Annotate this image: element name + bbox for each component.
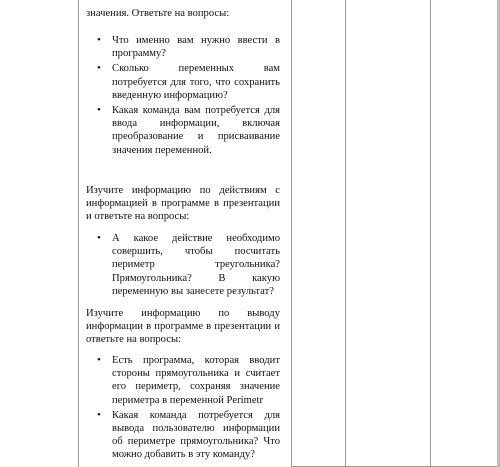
list-item: • Какая команда вам потребуется для ввода информации, включая преобразование и присваивание значения переменной.: [97, 104, 280, 156]
table-column-divider: [78, 0, 79, 467]
list-item: • Есть программа, которая вводит стороны прямоугольника и считает его периметр, сохраняя значение периметра в переменной Perimetr: [97, 354, 280, 406]
table-column-divider: [345, 0, 346, 467]
bullet-icon: •: [97, 104, 101, 117]
question-list-3: [86, 354, 280, 464]
list-item: • А какое действие необходимо совершить, чтобы посчитать периметр треугольника? Прямоугольника? В какую переменную вы занесете результат?: [97, 232, 280, 297]
bullet-icon: •: [97, 34, 101, 46]
question-list-1: [86, 34, 280, 159]
instruction-paragraph: Изучите информацию по действиям с информацией в программе в презентации и ответьте на вопросы:: [86, 185, 280, 223]
bullet-icon: •: [97, 354, 101, 366]
bullet-icon: •: [97, 232, 101, 244]
table-column-divider: [291, 0, 292, 467]
question-list-2: [86, 232, 280, 300]
instruction-paragraph: Изучите информацию по выводу информации в программе в презентации и ответьте на вопросы:: [86, 308, 280, 346]
intro-text: значения. Ответьте на вопросы:: [86, 8, 230, 19]
list-item: • Сколько переменных вам потребуется для того, что сохранить введенную информацию?: [97, 62, 280, 101]
bullet-icon: •: [97, 408, 101, 421]
list-item: • Что именно вам нужно ввести в программу?: [97, 34, 280, 60]
table-column-divider: [430, 0, 431, 467]
bullet-icon: •: [97, 62, 101, 75]
list-item: • Какая команда потребуется для вывода пользователю информации об периметре прямоугольника? Что можно добавить в эту команду?: [97, 408, 280, 461]
